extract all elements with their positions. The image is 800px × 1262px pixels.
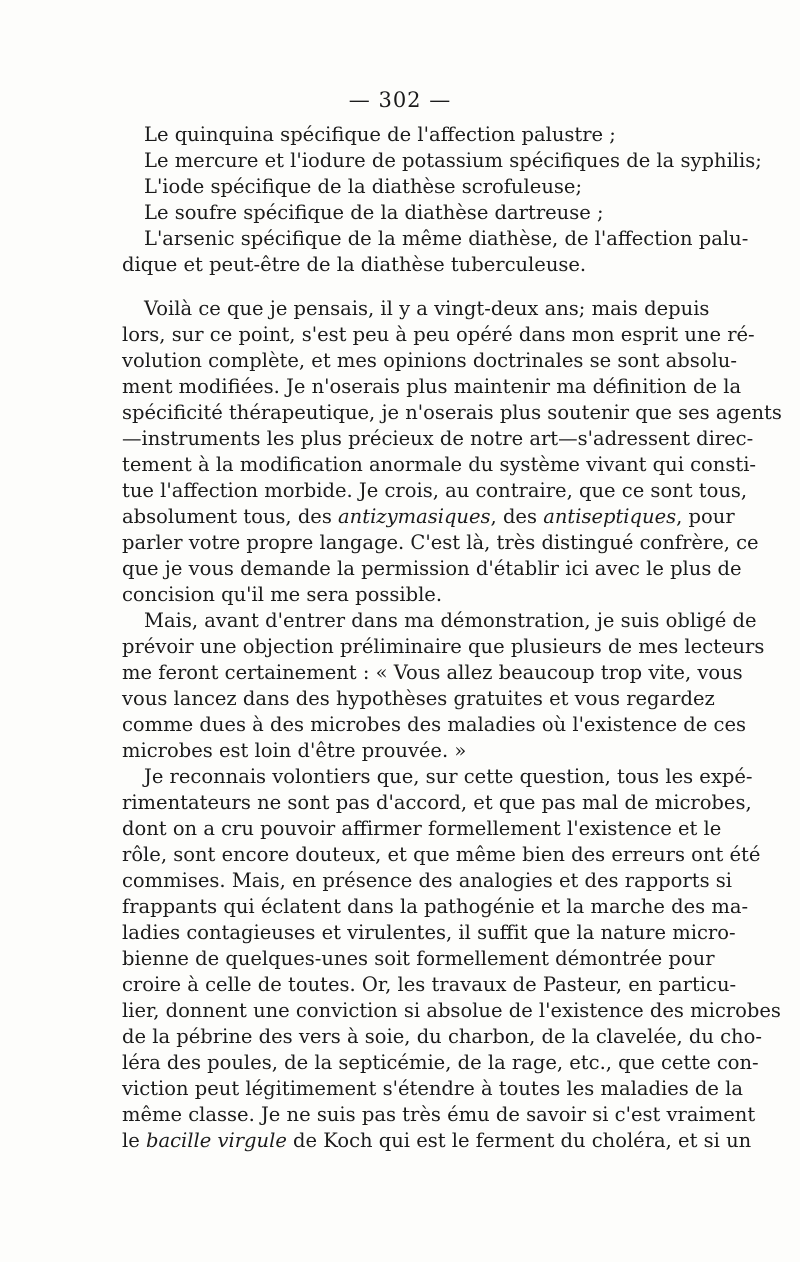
text-line: [122, 348, 737, 374]
text-line: [122, 712, 746, 738]
italic-term: antizymasiques: [338, 505, 491, 528]
text-run: spécificité thérapeutique, je n'oserais plus soutenir que ses agents: [122, 401, 782, 424]
text-run: absolument tous, des: [122, 505, 339, 528]
text-run: rimentateurs ne sont pas d'accord, et que pas mal de microbes,: [122, 791, 752, 814]
text-run: viction peut légitimement s'étendre à toutes les maladies de la: [122, 1077, 744, 1100]
text-line: [122, 764, 753, 790]
text-run: même classe. Je ne suis pas très ému de savoir si c'est vraiment: [122, 1103, 756, 1126]
text-run: volution complète, et mes opinions doctrinales se sont absolu-: [122, 349, 737, 372]
text-line: [122, 400, 782, 426]
text-line: [122, 1050, 759, 1076]
text-line: [122, 972, 737, 998]
text-line: [122, 660, 743, 686]
text-run: prévoir une objection préliminaire que plusieurs de mes lecteurs: [122, 635, 765, 658]
text-run: vous lancez dans des hypothèses gratuites et vous regardez: [122, 687, 715, 710]
text-line: [122, 200, 678, 226]
text-run: le: [122, 1129, 146, 1152]
paragraph-gap: [122, 278, 678, 296]
text-line: [122, 790, 752, 816]
text-run: concision qu'il me sera possible.: [122, 583, 443, 606]
text-line: [122, 174, 678, 200]
text-run: L'arsenic spécifique de la même diathèse, de l'affection palu-: [144, 227, 749, 250]
text-line: [122, 1076, 744, 1102]
text-run: frappants qui éclatent dans la pathogénie et la marche des ma-: [122, 895, 749, 918]
text-line: [122, 1128, 752, 1154]
text-run: lier, donnent une conviction si absolue de l'existence des microbes: [122, 999, 781, 1022]
text-line: [122, 322, 755, 348]
text-line: [122, 842, 761, 868]
text-line: [122, 634, 765, 660]
text-run: parler votre propre langage. C'est là, très distingué confrère, ce: [122, 531, 759, 554]
text-run: Le soufre spécifique de la diathèse dartreuse ;: [144, 201, 604, 224]
text-line: [122, 252, 678, 278]
italic-term: antiseptiques: [543, 505, 677, 528]
text-run: léra des poules, de la septicémie, de la rage, etc., que cette con-: [122, 1051, 759, 1074]
text-line: [122, 530, 759, 556]
text-line: [122, 556, 742, 582]
text-line: [122, 148, 762, 174]
text-run: ladies contagieuses et virulentes, il suffit que la nature micro-: [122, 921, 736, 944]
text-line: [122, 738, 678, 764]
text-run: Voilà ce que je pensais, il y a vingt-deux ans; mais depuis: [144, 297, 710, 320]
text-line: [122, 946, 715, 972]
text-run: —instruments les plus précieux de notre art—s'adressent direc-: [122, 427, 754, 450]
text-run: microbes est loin d'être prouvée. »: [122, 739, 467, 762]
italic-term: bacille virgule: [145, 1129, 287, 1152]
text-line: [122, 582, 678, 608]
text-line: [122, 374, 742, 400]
text-run: tue l'affection morbide. Je crois, au contraire, que ce sont tous,: [122, 479, 748, 502]
body-text: [122, 122, 782, 1154]
text-run: de Koch qui est le ferment du choléra, et si un: [286, 1129, 752, 1152]
text-line: [122, 894, 749, 920]
text-run: de la pébrine des vers à soie, du charbon, de la clavelée, du cho-: [122, 1025, 762, 1048]
text-line: [122, 226, 749, 252]
text-line: [122, 686, 715, 712]
text-run: dique et peut-être de la diathèse tuberculeuse.: [122, 253, 587, 276]
page-number: — 302 —: [348, 88, 452, 112]
text-run: L'iode spécifique de la diathèse scrofuleuse;: [144, 175, 583, 198]
text-line: [122, 478, 748, 504]
text-line: [122, 608, 757, 634]
text-run: Mais, avant d'entrer dans ma démonstration, je suis obligé de: [144, 609, 757, 632]
text-run: , pour: [676, 505, 735, 528]
text-run: comme dues à des microbes des maladies où l'existence de ces: [122, 713, 746, 736]
text-line: [122, 868, 733, 894]
text-line: [122, 1024, 762, 1050]
text-run: Je reconnais volontiers que, sur cette question, tous les expé-: [144, 765, 753, 788]
text-run: dont on a cru pouvoir affirmer formellement l'existence et le: [122, 817, 722, 840]
text-run: , des: [490, 505, 544, 528]
text-run: Le mercure et l'iodure de potassium spécifiques de la syphilis;: [144, 149, 762, 172]
text-run: tement à la modification anormale du système vivant qui consti-: [122, 453, 757, 476]
text-line: [122, 1102, 756, 1128]
text-run: croire à celle de toutes. Or, les travaux de Pasteur, en particu-: [122, 973, 737, 996]
text-run: Le quinquina spécifique de l'affection palustre ;: [144, 123, 616, 146]
text-line: [122, 920, 736, 946]
text-run: lors, sur ce point, s'est peu à peu opéré dans mon esprit une ré-: [122, 323, 755, 346]
text-line: [122, 452, 757, 478]
text-run: ment modifiées. Je n'oserais plus maintenir ma définition de la: [122, 375, 742, 398]
text-line: [122, 296, 710, 322]
text-run: me feront certainement : « Vous allez beaucoup trop vite, vous: [122, 661, 743, 684]
text-run: que je vous demande la permission d'établir ici avec le plus de: [122, 557, 742, 580]
text-run: commises. Mais, en présence des analogies et des rapports si: [122, 869, 733, 892]
text-line: [122, 426, 754, 452]
text-run: bienne de quelques-unes soit formellement démontrée pour: [122, 947, 715, 970]
text-line: [122, 122, 678, 148]
text-line: [122, 504, 735, 530]
text-line: [122, 816, 722, 842]
text-line: [122, 998, 781, 1024]
text-run: rôle, sont encore douteux, et que même bien des erreurs ont été: [122, 843, 761, 866]
